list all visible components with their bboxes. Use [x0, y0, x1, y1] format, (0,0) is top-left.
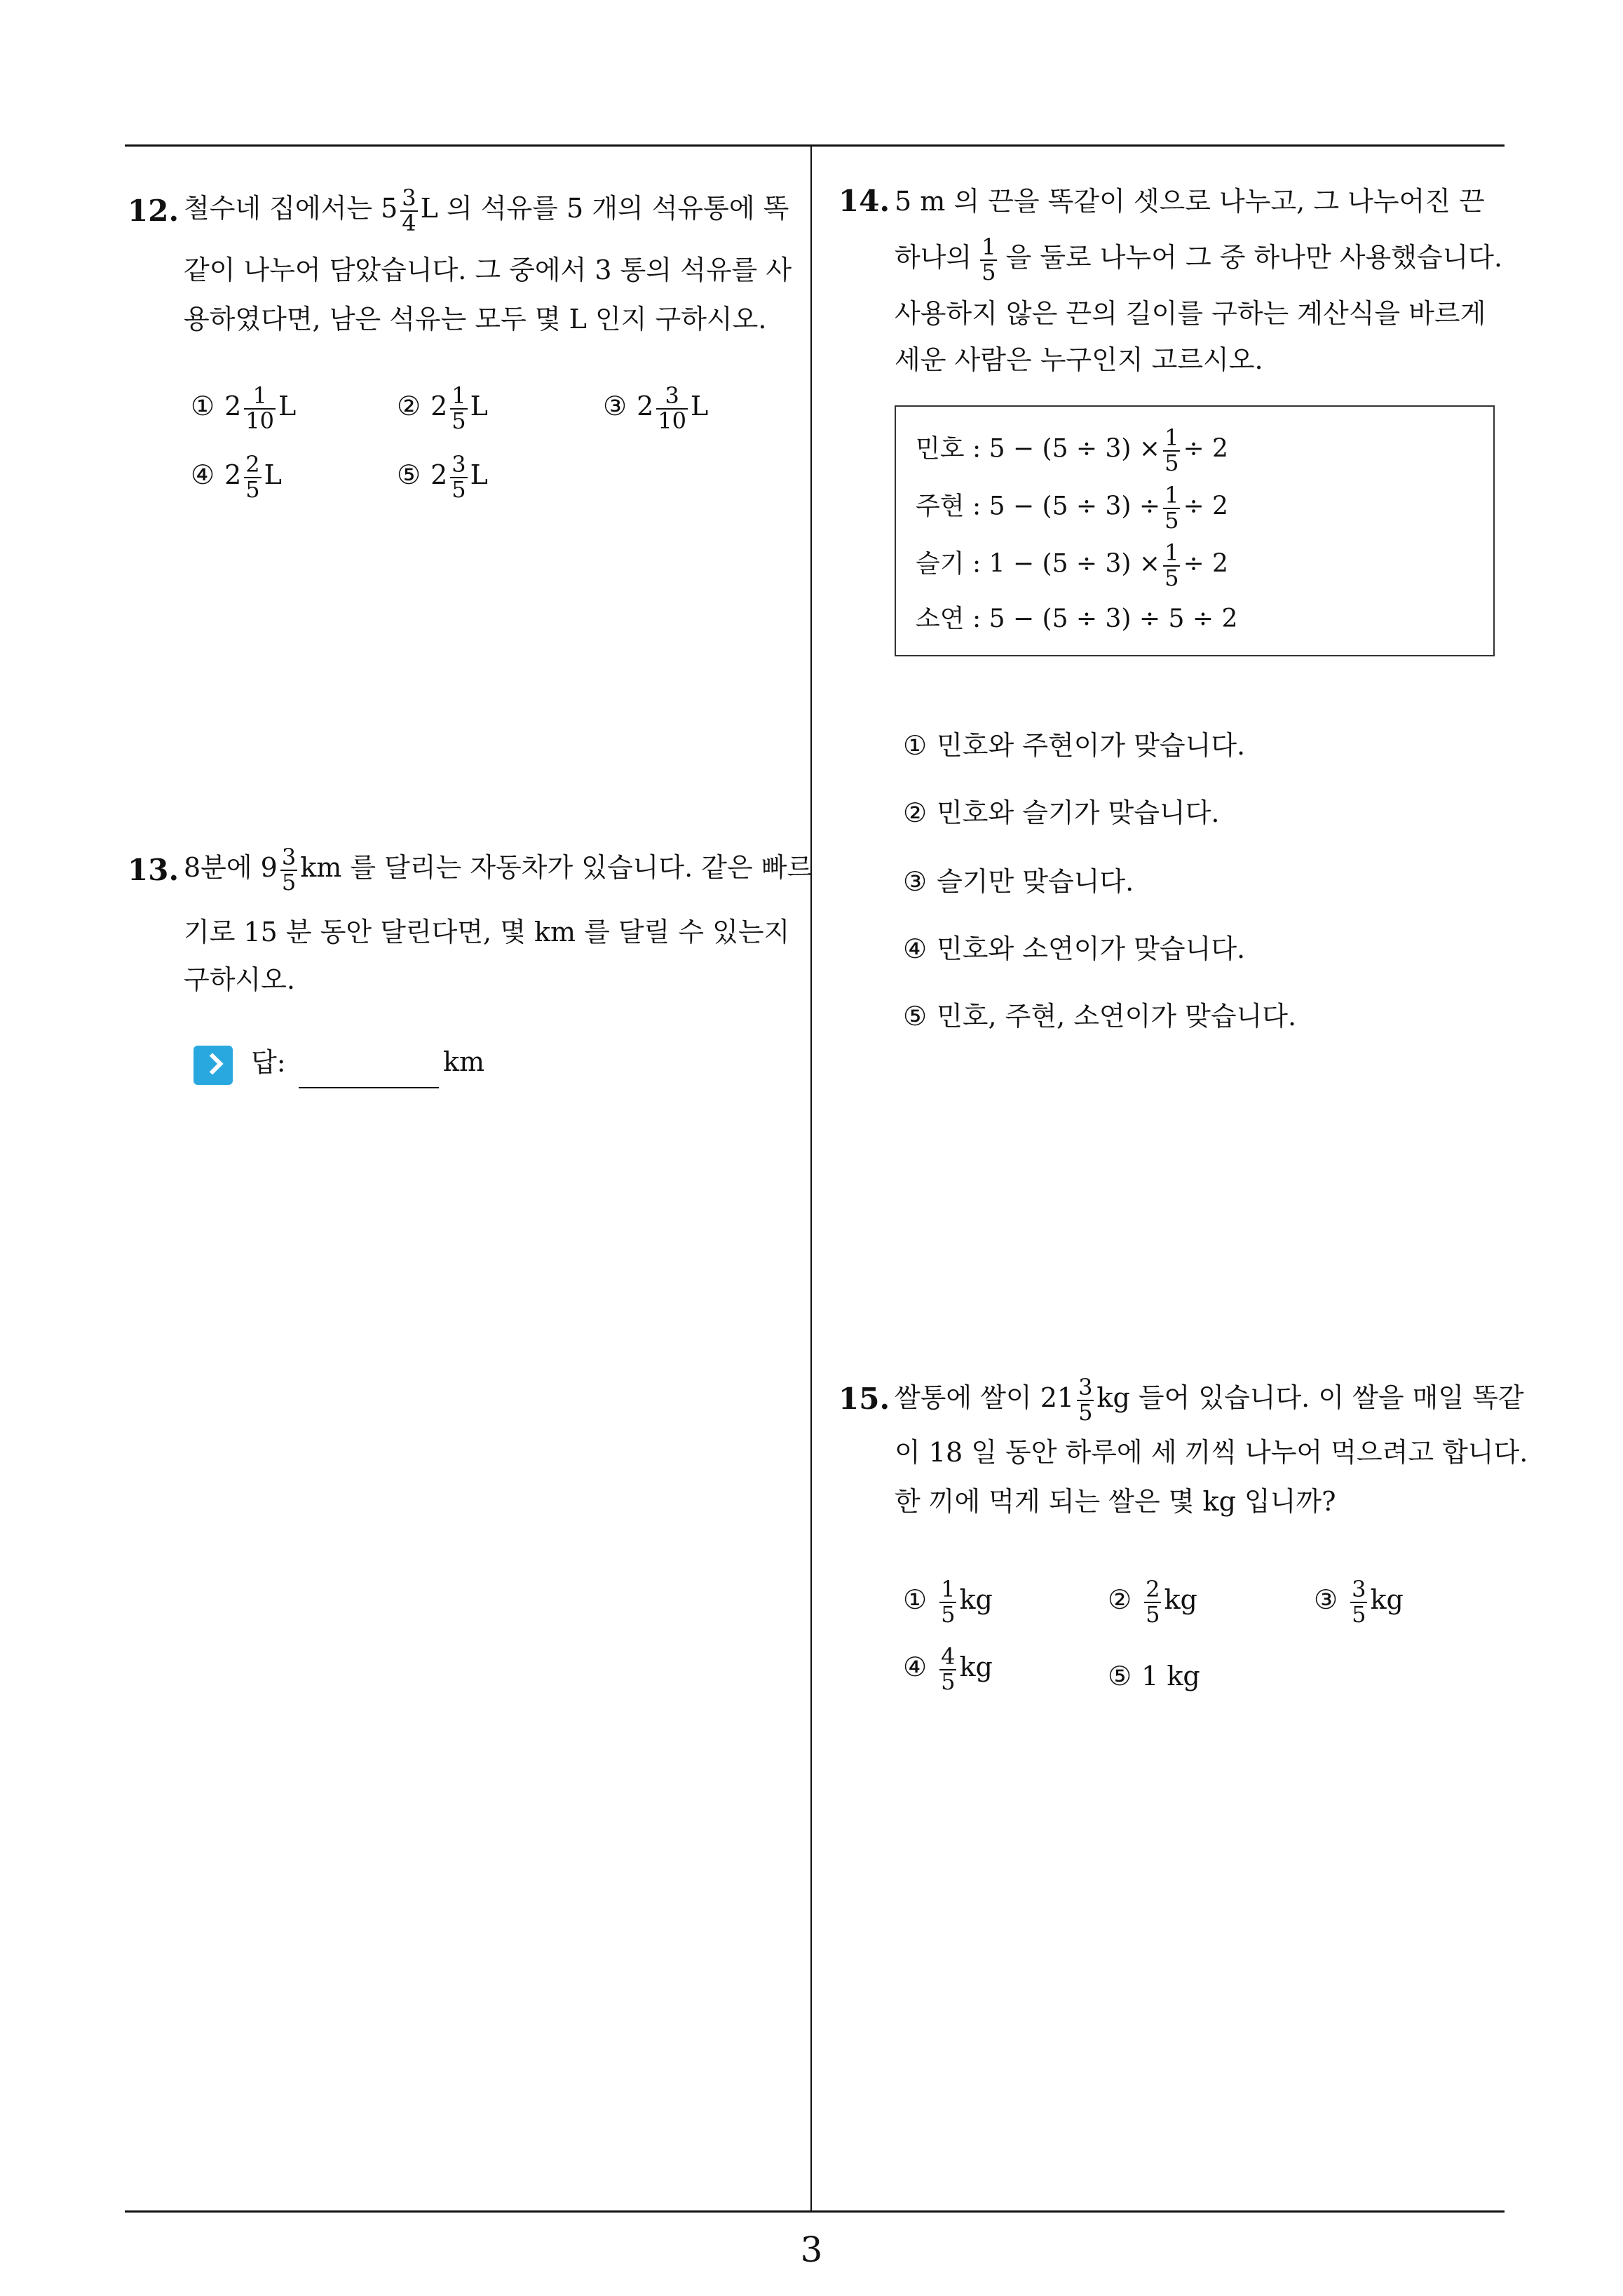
- option-1[interactable]: ① 2 $\frac{1}{10}$ L: [191, 382, 297, 434]
- formula-seulgi: 슬기 : 1 − (5 ÷ 3) × $\frac{1}{5}$ ÷ 2: [916, 539, 1228, 591]
- page-number: 3: [800, 2229, 823, 2270]
- question-number: 12.: [128, 194, 179, 228]
- formula-box: [895, 405, 1495, 656]
- option-4[interactable]: ④ 민호와 소연이가 맞습니다.: [903, 933, 1246, 964]
- question-text-line: 쌀통에 쌀이 21 $\frac{3}{5}$ kg 들어 있습니다. 이 쌀을 매일 똑같: [895, 1373, 1524, 1426]
- question-text-line: 사용하지 않은 끈의 길이를 구하는 계산식을 바르게: [895, 298, 1486, 329]
- column-divider: [810, 144, 812, 2211]
- option-1[interactable]: ① 민호와 주현이가 맞습니다.: [903, 730, 1246, 761]
- fraction: $\frac{3}{5}$: [1078, 1373, 1093, 1426]
- answer-unit: km: [443, 1046, 485, 1077]
- option-1[interactable]: ① $\frac{1}{5}$ kg: [903, 1576, 993, 1628]
- fraction: $\frac{3}{4}$: [402, 184, 416, 236]
- option-2[interactable]: ② 민호와 슬기가 맞습니다.: [903, 797, 1220, 828]
- formula-soyeon: 소연 : 5 − (5 ÷ 3) ÷ 5 ÷ 2: [916, 605, 1238, 633]
- question-text-line: 철수네 집에서는 5 $\frac{3}{4}$ L 의 석유를 5 개의 석유통에 똑: [184, 184, 789, 236]
- answer-label: 답:: [251, 1047, 286, 1078]
- question-text-line: 세운 사람은 누구인지 고르시오.: [895, 344, 1263, 375]
- question-number: 13.: [128, 853, 179, 887]
- question-text-line: 하나의 $\frac{1}{5}$ 을 둘로 나누어 그 중 하나만 사용했습니다.: [895, 233, 1503, 285]
- question-text-line: 5 m 의 끈을 똑같이 셋으로 나누고, 그 나누어진 끈: [895, 186, 1485, 217]
- answer-row: [193, 1041, 286, 1085]
- option-3[interactable]: ③ 슬기만 맞습니다.: [903, 866, 1134, 897]
- question-text-line: 기로 15 분 동안 달린다면, 몇 km 를 달릴 수 있는지: [184, 917, 790, 947]
- option-2[interactable]: ② $\frac{2}{5}$ kg: [1108, 1576, 1197, 1628]
- bottom-rule: [125, 2210, 1505, 2213]
- question-text-line: 같이 나누어 담았습니다. 그 중에서 3 통의 석유를 사: [184, 255, 792, 285]
- question-text-line: 한 끼에 먹게 되는 쌀은 몇 kg 입니까?: [895, 1486, 1336, 1517]
- option-5[interactable]: ⑤ 민호, 주현, 소연이가 맞습니다.: [903, 1001, 1297, 1032]
- fraction: $\frac{3}{5}$: [281, 843, 297, 896]
- top-rule: [125, 144, 1505, 147]
- question-text-line: 이 18 일 동안 하루에 세 끼씩 나누어 먹으려고 합니다.: [895, 1437, 1528, 1468]
- option-3[interactable]: ③ 2 $\frac{3}{10}$ L: [603, 382, 709, 434]
- option-3[interactable]: ③ $\frac{3}{5}$ kg: [1314, 1576, 1404, 1628]
- answer-input[interactable]: [299, 1051, 439, 1088]
- option-4[interactable]: ④ 2 $\frac{2}{5}$ L: [191, 451, 282, 503]
- formula-minho: 민호 : 5 − (5 ÷ 3) × $\frac{1}{5}$ ÷ 2: [916, 424, 1228, 476]
- fraction: $\frac{1}{5}$: [982, 233, 996, 285]
- question-number: 14.: [838, 184, 890, 218]
- formula-juhyeon: 주현 : 5 − (5 ÷ 3) ÷ $\frac{1}{5}$ ÷ 2: [916, 482, 1228, 534]
- question-number: 15.: [838, 1382, 890, 1416]
- option-4[interactable]: ④ $\frac{4}{5}$ kg: [903, 1643, 993, 1695]
- question-text-line: 8분에 9 $\frac{3}{5}$ km 를 달리는 자동차가 있습니다. 같은 빠르: [184, 843, 813, 896]
- option-2[interactable]: ② 2 $\frac{1}{5}$ L: [397, 382, 488, 434]
- option-5[interactable]: ⑤ 1 kg: [1108, 1661, 1200, 1691]
- question-text-line: 용하였다면, 남은 석유는 모두 몇 L 인지 구하시오.: [184, 304, 767, 335]
- question-text-line: 구하시오.: [184, 964, 295, 995]
- answer-arrow-icon: [193, 1046, 233, 1085]
- option-5[interactable]: ⑤ 2 $\frac{3}{5}$ L: [397, 451, 488, 503]
